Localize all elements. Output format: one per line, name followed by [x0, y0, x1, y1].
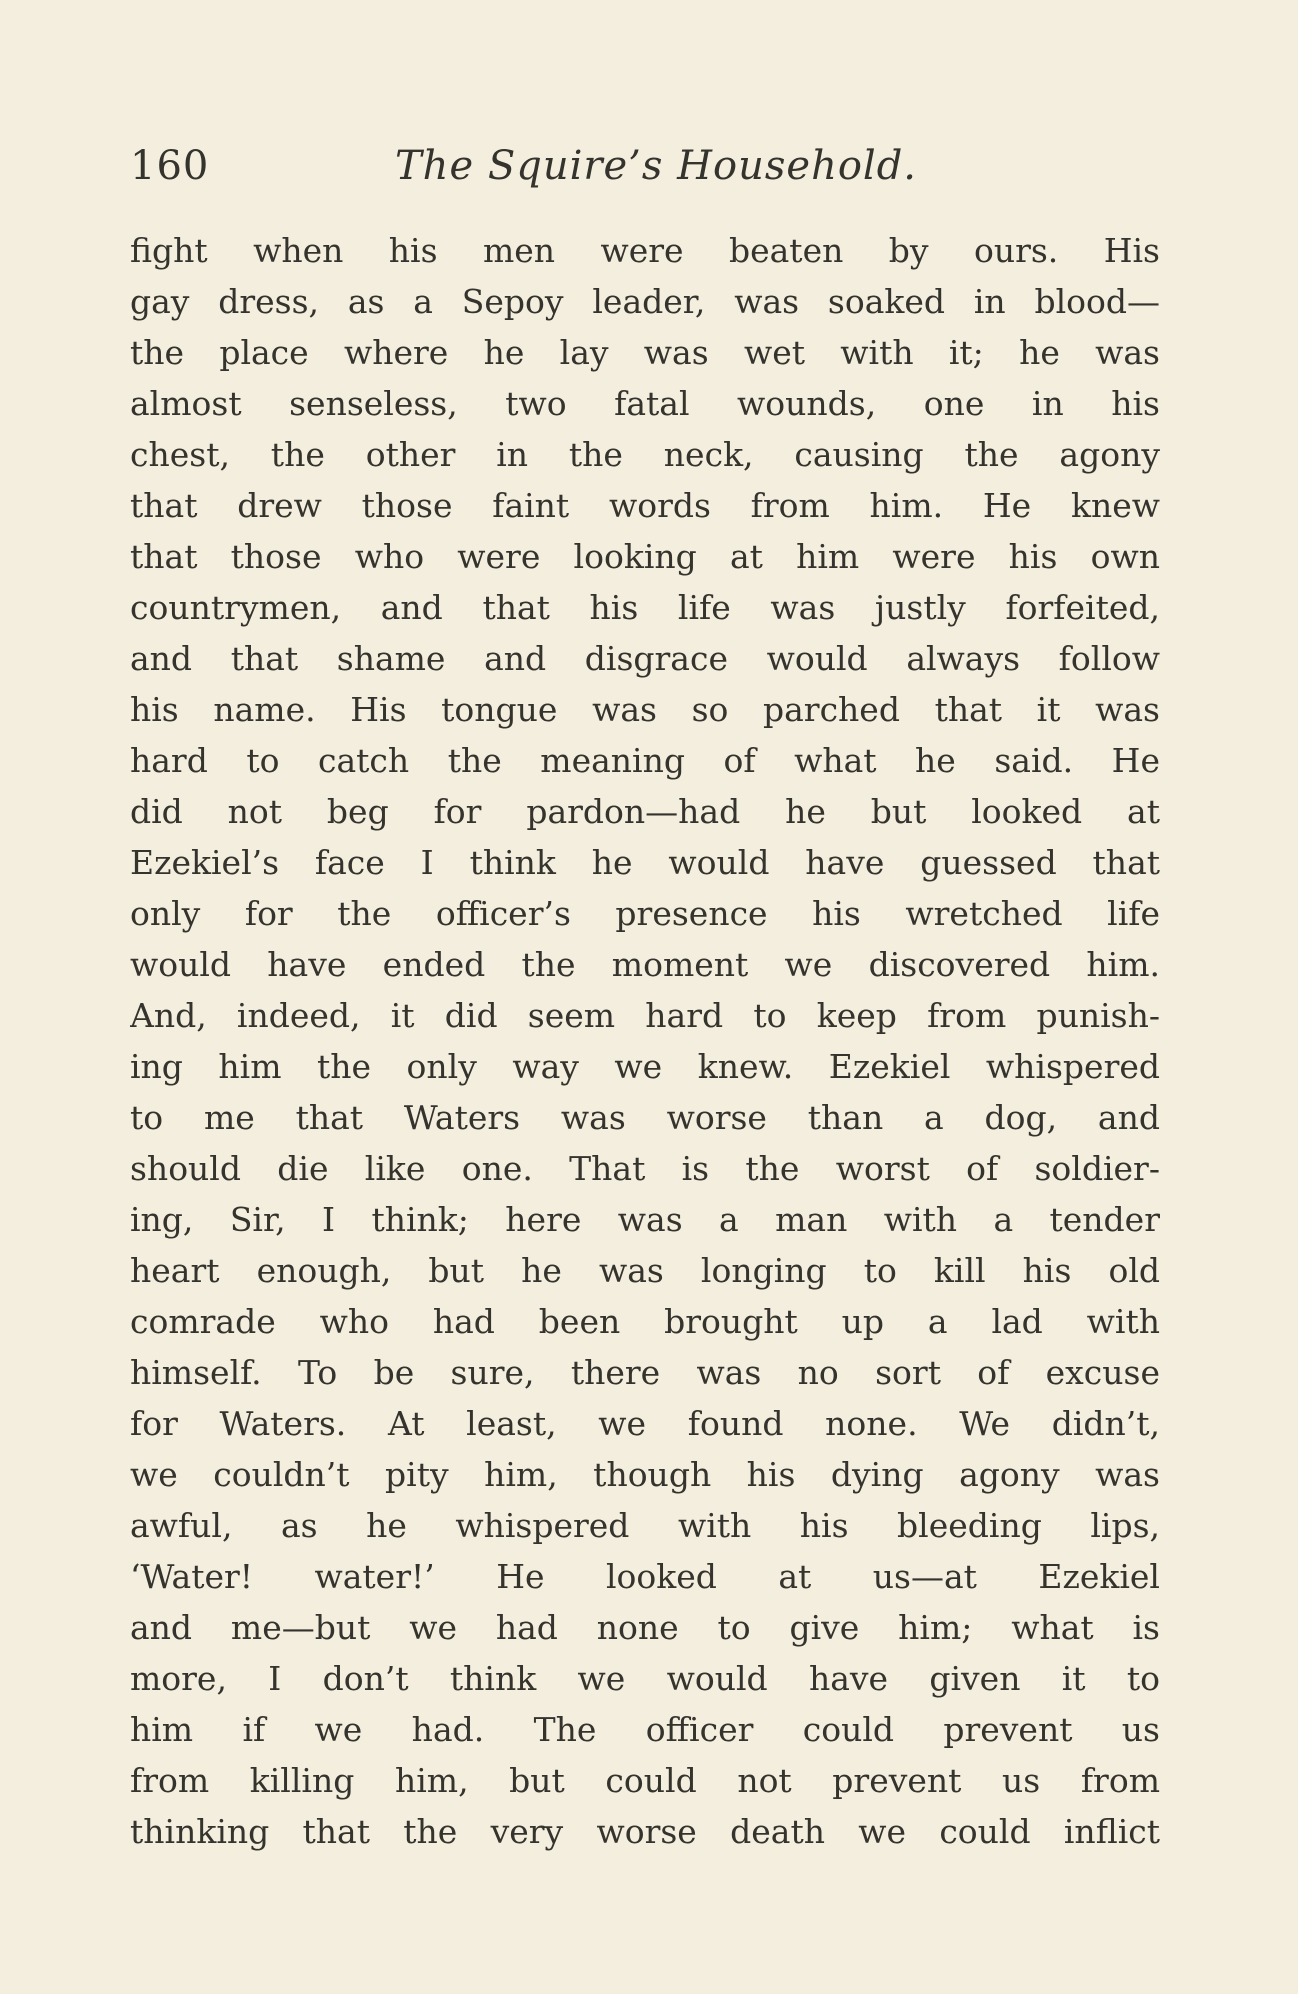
text-line: his name. His tongue was so parched that it was	[130, 690, 1160, 729]
text-line: only for the officer’s presence his wretched life	[130, 894, 1160, 933]
text-line: thinking that the very worse death we could inflict	[130, 1812, 1160, 1851]
text-line: ing, Sir, I think; here was a man with a tender	[130, 1200, 1160, 1239]
running-title: The Squire’s Household.	[395, 143, 918, 189]
page-number: 160	[130, 143, 210, 189]
text-line: did not beg for pardon—had he but looked at	[130, 792, 1160, 831]
text-line: would have ended the moment we discovered him.	[130, 945, 1160, 984]
text-line: countrymen, and that his life was justly forfeited,	[130, 588, 1160, 627]
text-line: awful, as he whispered with his bleeding lips,	[130, 1506, 1160, 1545]
text-line: heart enough, but he was longing to kill his old	[130, 1251, 1160, 1290]
text-line: almost senseless, two fatal wounds, one in his	[130, 384, 1160, 423]
text-line: himself. To be sure, there was no sort of excuse	[130, 1353, 1160, 1392]
text-line: And, indeed, it did seem hard to keep from punish-	[130, 996, 1160, 1035]
text-line: that drew those faint words from him. He knew	[130, 486, 1160, 525]
text-line: to me that Waters was worse than a dog, and	[130, 1098, 1160, 1137]
body-text	[130, 225, 1160, 1857]
text-line: gay dress, as a Sepoy leader, was soaked in blood—	[130, 282, 1160, 321]
text-line: the place where he lay was wet with it; he was	[130, 333, 1160, 372]
text-line: hard to catch the meaning of what he said. He	[130, 741, 1160, 780]
text-line: ‘Water! water!’ He looked at us—at Ezekiel	[130, 1557, 1160, 1596]
text-line: should die like one. That is the worst of soldier-	[130, 1149, 1160, 1188]
page-header	[130, 136, 1160, 196]
text-line: Ezekiel’s face I think he would have guessed that	[130, 843, 1160, 882]
text-line: we couldn’t pity him, though his dying agony was	[130, 1455, 1160, 1494]
text-line: fight when his men were beaten by ours. His	[130, 231, 1160, 270]
text-line: him if we had. The officer could prevent us	[130, 1710, 1160, 1749]
text-line: for Waters. At least, we found none. We didn’t,	[130, 1404, 1160, 1443]
text-line: that those who were looking at him were his own	[130, 537, 1160, 576]
text-line: from killing him, but could not prevent us from	[130, 1761, 1160, 1800]
text-line: and that shame and disgrace would always follow	[130, 639, 1160, 678]
text-line: comrade who had been brought up a lad with	[130, 1302, 1160, 1341]
text-line: ing him the only way we knew. Ezekiel whispered	[130, 1047, 1160, 1086]
text-line: and me—but we had none to give him; what is	[130, 1608, 1160, 1647]
text-line: chest, the other in the neck, causing the agony	[130, 435, 1160, 474]
text-line: more, I don’t think we would have given it to	[130, 1659, 1160, 1698]
